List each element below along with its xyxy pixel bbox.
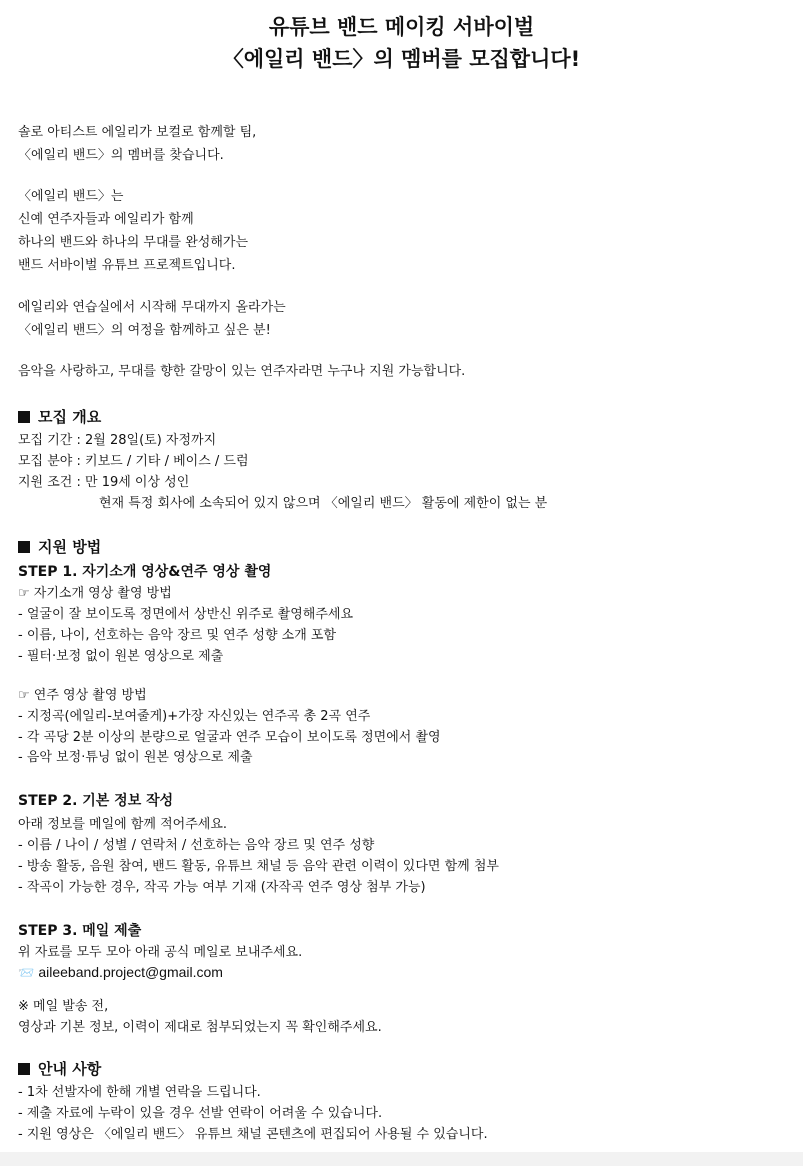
square-bullet-icon [18,1063,30,1075]
intro-line: 하나의 밴드와 하나의 무대를 완성해가는 [18,235,249,250]
document-title-line2: 〈에일리 밴드〉의 멤버를 모집합니다! [222,47,581,71]
overview-heading: 모집 개요 [18,406,101,428]
intro-line: 밴드 서바이벌 유튜브 프로젝트입니다. [18,258,236,273]
step3-desc: 위 자료를 모두 모아 아래 공식 메일로 보내주세요. [18,945,303,960]
email-address-link[interactable]: aileeband.project@gmail.com [38,964,223,980]
step1-intro-label: ☞ 자기소개 영상 촬영 방법 [18,586,172,601]
email-line [18,962,223,984]
step2-desc: 아래 정보를 메일에 함께 적어주세요. [18,817,228,832]
list-item: - 이름 / 나이 / 성별 / 연락처 / 선호하는 음악 장르 및 연주 성향 [18,838,375,853]
step2-title: STEP 2. 기본 정보 작성 [18,793,174,809]
step3-note2: 영상과 기본 정보, 이력이 제대로 첨부되었는지 꼭 확인해주세요. [18,1020,382,1035]
list-item: - 필터·보정 없이 원본 영상으로 제출 [18,649,224,664]
step3-title: STEP 3. 메일 제출 [18,923,142,939]
intro-line: 〈에일리 밴드〉의 멤버를 찾습니다. [18,148,224,163]
intro-line: 〈에일리 밴드〉의 여정을 함께하고 싶은 분! [18,323,271,338]
list-item: - 얼굴이 잘 보이도록 정면에서 상반신 위주로 촬영해주세요 [18,607,354,622]
overview-period: 모집 기간 : 2월 28일(토) 자정까지 [18,433,217,448]
list-item: - 방송 활동, 음원 참여, 밴드 활동, 유튜브 채널 등 음악 관련 이력이 있다면 함께 첨부 [18,859,499,874]
intro-line: 에일리와 연습실에서 시작해 무대까지 올라가는 [18,300,286,315]
step1-title: STEP 1. 자기소개 영상&연주 영상 촬영 [18,564,272,580]
document-title-line1: 유튜브 밴드 메이킹 서바이벌 [268,15,535,39]
page-bottom-band [0,1152,803,1166]
list-item: - 1차 선발자에 한해 개별 연락을 드립니다. [18,1085,261,1100]
square-bullet-icon [18,411,30,423]
list-item: - 각 곡당 2분 이상의 분량으로 얼굴과 연주 모습이 보이도록 정면에서 촬영 [18,730,441,745]
intro-line: 〈에일리 밴드〉는 [18,189,124,204]
list-item: - 지원 영상은 〈에일리 밴드〉 유튜브 채널 콘텐츠에 편집되어 사용될 수 있습니다. [18,1127,488,1142]
list-item: - 제출 자료에 누락이 있을 경우 선발 연락이 어려울 수 있습니다. [18,1106,383,1121]
square-bullet-icon [18,541,30,553]
step1-perf-label: ☞ 연주 영상 촬영 방법 [18,688,147,703]
intro-line: 솔로 아티스트 에일리가 보컬로 함께할 팀, [18,125,257,140]
intro-line: 신예 연주자들과 에일리가 함께 [18,212,194,227]
list-item: - 지정곡(에일리-보여줄게)+가장 자신있는 연주곡 총 2곡 연주 [18,709,371,724]
step3-note1: ※ 메일 발송 전, [18,999,109,1014]
howto-heading: 지원 방법 [18,536,101,558]
overview-requirement: 지원 조건 : 만 19세 이상 성인 [18,475,190,490]
list-item: - 이름, 나이, 선호하는 음악 장르 및 연주 성향 소개 포함 [18,628,336,643]
overview-fields: 모집 분야 : 키보드 / 기타 / 베이스 / 드럼 [18,454,249,469]
list-item: - 작곡이 가능한 경우, 작곡 가능 여부 기재 (자작곡 연주 영상 첨부 가능) [18,880,426,895]
overview-requirement-cont: 현재 특정 회사에 소속되어 있지 않으며 〈에일리 밴드〉 활동에 제한이 없는 분 [99,496,548,511]
list-item: - 음악 보정·튜닝 없이 원본 영상으로 제출 [18,750,253,765]
intro-line: 음악을 사랑하고, 무대를 향한 갈망이 있는 연주자라면 누구나 지원 가능합니다. [18,364,466,379]
envelope-icon: 📨 [18,966,35,981]
notice-heading: 안내 사항 [18,1058,101,1080]
